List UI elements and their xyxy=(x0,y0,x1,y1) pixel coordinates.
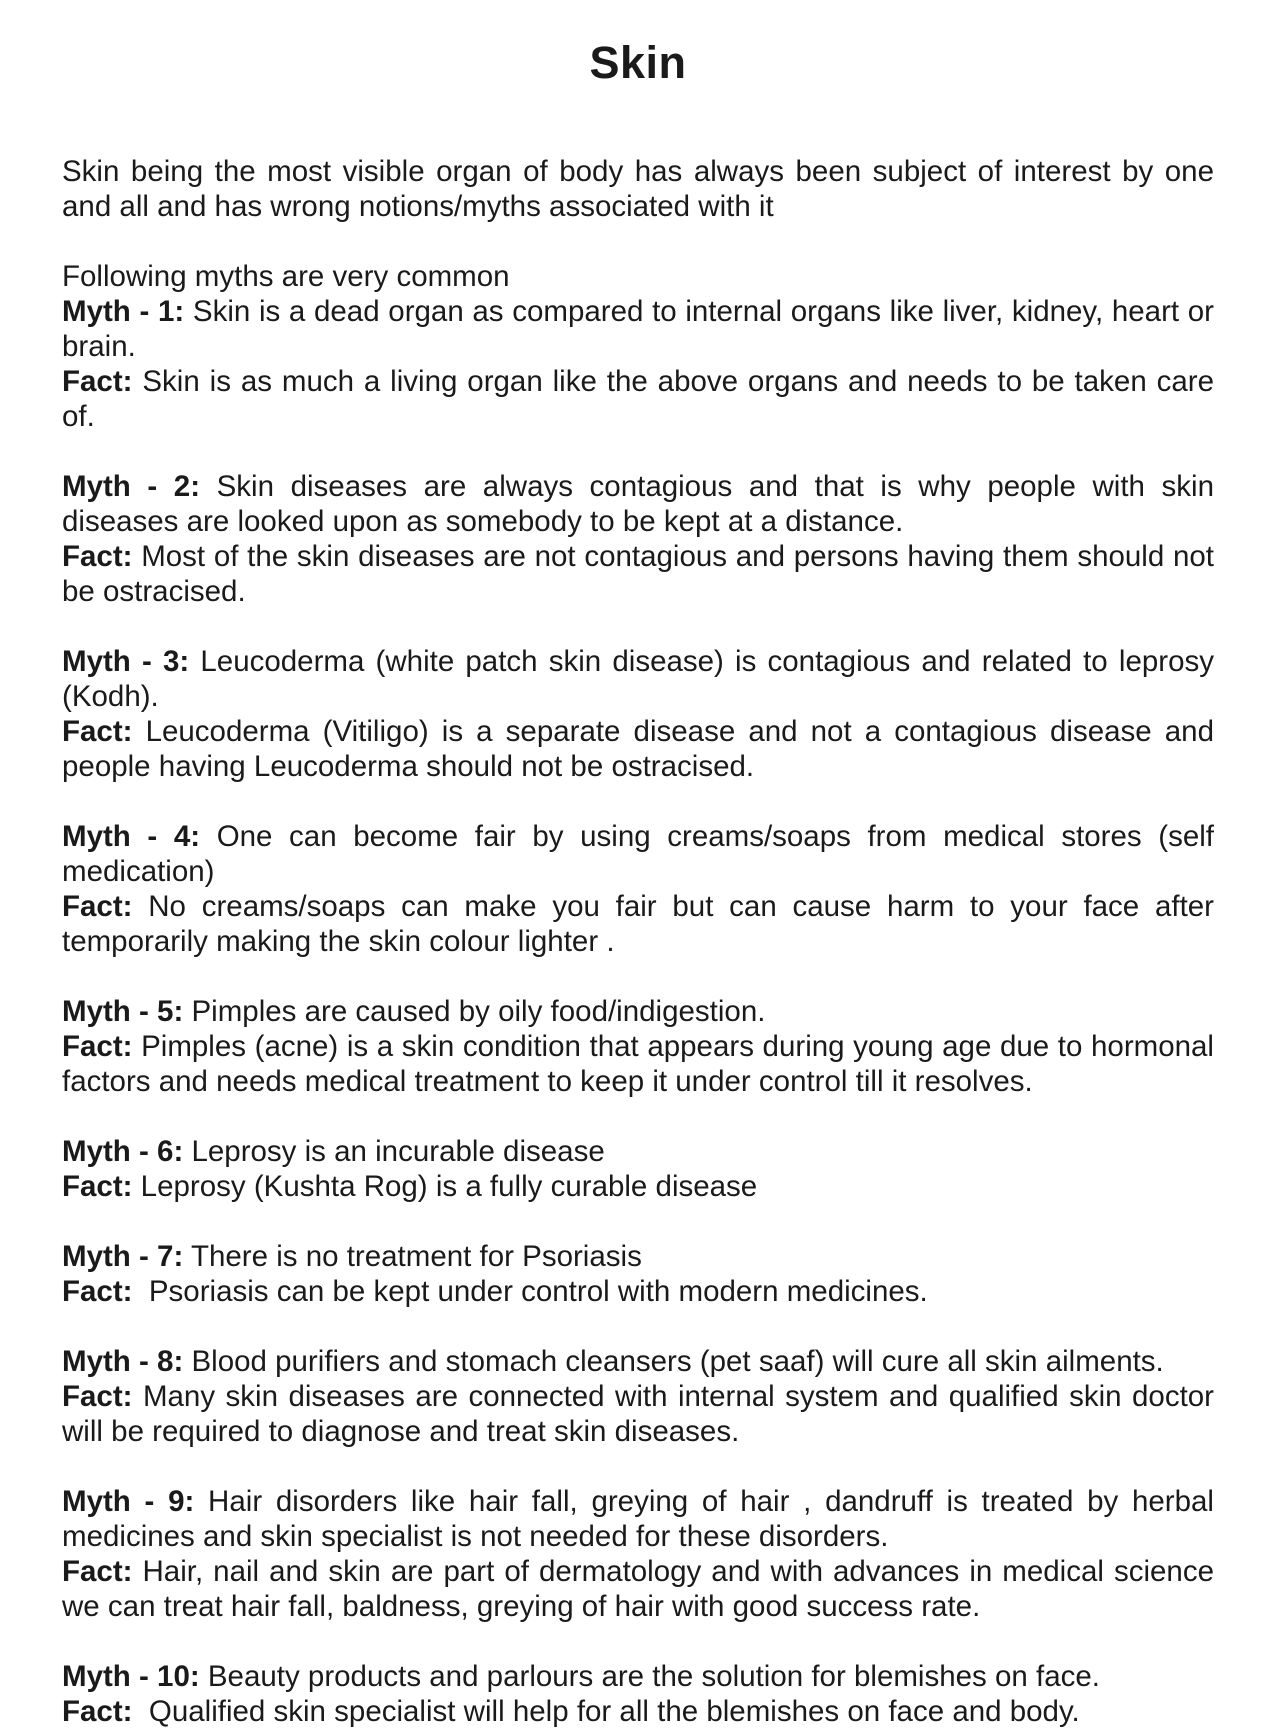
myth-label: Myth - 1: xyxy=(62,295,185,328)
fact-label: Fact: xyxy=(62,365,133,398)
myth-line xyxy=(62,994,1214,1029)
fact-line xyxy=(62,364,1214,434)
fact-label: Fact: xyxy=(62,1030,133,1063)
fact-label: Fact: xyxy=(62,1695,133,1728)
myth-fact-item xyxy=(62,1344,1214,1449)
fact-text: No creams/soaps can make you fair but can cause harm to your face after temporarily making the skin colour lighter . xyxy=(62,890,1214,958)
myth-label: Myth - 9: xyxy=(62,1485,195,1518)
fact-text: Psoriasis can be kept under control with modern medicines. xyxy=(132,1275,928,1308)
myth-fact-item xyxy=(62,294,1214,434)
myth-label: Myth - 8: xyxy=(62,1345,184,1378)
myth-line xyxy=(62,1659,1214,1694)
fact-text: Skin is as much a living organ like the above organs and needs to be taken care of. xyxy=(62,365,1214,433)
fact-label: Fact: xyxy=(62,540,133,573)
myth-line xyxy=(62,294,1214,364)
fact-line xyxy=(62,1274,1214,1309)
fact-text: Many skin diseases are connected with internal system and qualified skin doctor will be required to diagnose and treat skin diseases. xyxy=(62,1380,1214,1448)
myth-text: Blood purifiers and stomach cleansers (pet saaf) will cure all skin ailments. xyxy=(183,1345,1164,1378)
fact-text: Most of the skin diseases are not contagious and persons having them should not be ostracised. xyxy=(62,540,1214,608)
myth-label: Myth - 4: xyxy=(62,820,201,853)
myth-text: Leucoderma (white patch skin disease) is contagious and related to leprosy (Kodh). xyxy=(62,645,1214,713)
myth-label: Myth - 7: xyxy=(62,1240,184,1273)
myth-fact-item xyxy=(62,1134,1214,1204)
fact-text: Qualified skin specialist will help for all the blemishes on face and body. xyxy=(132,1695,1080,1728)
myth-label: Myth - 5: xyxy=(62,995,184,1028)
page-title: Skin xyxy=(589,37,687,88)
myth-line xyxy=(62,1134,1214,1169)
fact-label: Fact: xyxy=(62,1555,133,1588)
fact-label: Fact: xyxy=(62,1275,133,1308)
fact-line xyxy=(62,1554,1214,1624)
myth-text: Hair disorders like hair fall, greying of hair , dandruff is treated by herbal medicines and skin specialist is not needed for these disorders. xyxy=(62,1485,1214,1553)
myth-label: Myth - 2: xyxy=(62,470,201,503)
myth-text: Pimples are caused by oily food/indigestion. xyxy=(183,995,766,1028)
myth-fact-item xyxy=(62,469,1214,609)
fact-label: Fact: xyxy=(62,1170,133,1203)
myth-fact-item xyxy=(62,994,1214,1099)
fact-text: Leucoderma (Vitiligo) is a separate disease and not a contagious disease and people having Leucoderma should not be ostracised. xyxy=(62,715,1214,783)
intro-paragraph: Skin being the most visible organ of body has always been subject of interest by one and all and has wrong notions/myths associated with it xyxy=(62,155,1214,223)
myth-text: Skin is a dead organ as compared to internal organs like liver, kidney, heart or brain. xyxy=(62,295,1214,363)
fact-line xyxy=(62,714,1214,784)
fact-line xyxy=(62,1029,1214,1099)
myth-fact-item xyxy=(62,1659,1214,1729)
fact-line xyxy=(62,889,1214,959)
document-page xyxy=(62,0,1214,1729)
myth-line xyxy=(62,1484,1214,1554)
myth-fact-item xyxy=(62,1484,1214,1624)
myth-fact-item xyxy=(62,819,1214,959)
fact-label: Fact: xyxy=(62,890,133,923)
myth-fact-item xyxy=(62,644,1214,784)
myth-line xyxy=(62,819,1214,889)
lead-text: Following myths are very common xyxy=(62,260,510,293)
myth-text: One can become fair by using creams/soaps from medical stores (self medication) xyxy=(62,820,1214,888)
fact-label: Fact: xyxy=(62,715,133,748)
myth-text: Leprosy is an incurable disease xyxy=(183,1135,605,1168)
myth-text: Beauty products and parlours are the solution for blemishes on face. xyxy=(199,1660,1100,1693)
myth-text: Skin diseases are always contagious and that is why people with skin diseases are looked upon as somebody to be kept at a distance. xyxy=(62,470,1214,538)
fact-line xyxy=(62,1169,1214,1204)
myth-fact-item xyxy=(62,1239,1214,1309)
myth-fact-list xyxy=(62,294,1214,1729)
myth-label: Myth - 6: xyxy=(62,1135,184,1168)
myth-line xyxy=(62,469,1214,539)
fact-line xyxy=(62,1379,1214,1449)
fact-text: Leprosy (Kushta Rog) is a fully curable disease xyxy=(132,1170,758,1203)
myth-line xyxy=(62,1344,1214,1379)
fact-line xyxy=(62,539,1214,609)
myth-text: There is no treatment for Psoriasis xyxy=(183,1240,642,1273)
myth-label: Myth - 10: xyxy=(62,1660,200,1693)
myth-line xyxy=(62,644,1214,714)
fact-text: Hair, nail and skin are part of dermatology and with advances in medical science we can treat hair fall, baldness, greying of hair with good success rate. xyxy=(62,1555,1214,1623)
myth-line xyxy=(62,1239,1214,1274)
myth-label: Myth - 3: xyxy=(62,645,190,678)
fact-text: Pimples (acne) is a skin condition that appears during young age due to hormonal factors and needs medical treatment to keep it under control till it resolves. xyxy=(62,1030,1214,1098)
fact-label: Fact: xyxy=(62,1380,133,1413)
